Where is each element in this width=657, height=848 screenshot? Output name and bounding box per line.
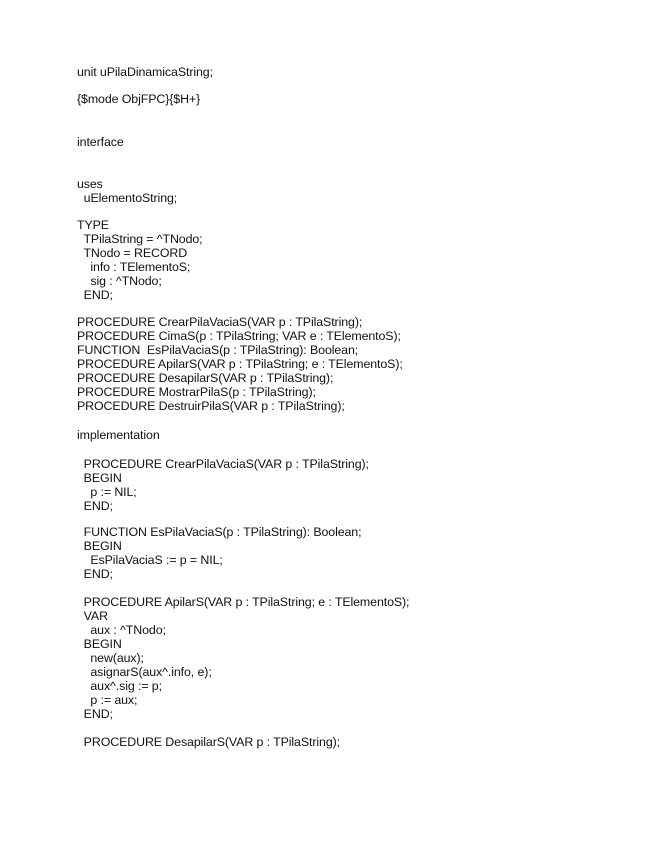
code-line: END; <box>77 499 113 513</box>
code-line: PROCEDURE CimaS(p : TPilaString; VAR e : TElementoS); <box>77 329 401 343</box>
code-line: END; <box>77 288 113 302</box>
code-line: END; <box>77 707 113 721</box>
code-line: unit uPilaDinamicaString; <box>77 65 213 79</box>
code-line: END; <box>77 567 113 581</box>
code-line: PROCEDURE ApilarS(VAR p : TPilaString; e : TElementoS); <box>77 595 410 609</box>
code-line: VAR <box>77 609 108 623</box>
code-line: uElementoString; <box>77 191 178 205</box>
code-line: {$mode ObjFPC}{$H+} <box>77 92 201 106</box>
code-line: aux^.sig := p; <box>77 679 162 693</box>
code-line: PROCEDURE DesapilarS(VAR p : TPilaString); <box>77 735 340 749</box>
code-line: BEGIN <box>77 539 122 553</box>
code-line: p := NIL; <box>77 485 137 499</box>
code-line: implementation <box>77 428 160 442</box>
code-line: PROCEDURE DesapilarS(VAR p : TPilaString); <box>77 371 334 385</box>
code-line: TNodo = RECORD <box>77 246 188 260</box>
code-line: new(aux); <box>77 651 144 665</box>
code-line: PROCEDURE CrearPilaVaciaS(VAR p : TPilaString); <box>77 457 369 471</box>
code-line: asignarS(aux^.info, e); <box>77 665 212 679</box>
code-line: aux : ^TNodo; <box>77 623 166 637</box>
code-line: PROCEDURE DestruirPilaS(VAR p : TPilaString); <box>77 399 345 413</box>
code-line: sig : ^TNodo; <box>77 274 162 288</box>
code-line: p := aux; <box>77 693 138 707</box>
code-line: PROCEDURE CrearPilaVaciaS(VAR p : TPilaString); <box>77 315 363 329</box>
code-line: TYPE <box>77 218 109 232</box>
code-line: EsPilaVaciaS := p = NIL; <box>77 553 223 567</box>
code-line: interface <box>77 135 124 149</box>
code-line: FUNCTION EsPilaVaciaS(p : TPilaString): Boolean; <box>77 525 362 539</box>
code-line: BEGIN <box>77 637 122 651</box>
code-line: BEGIN <box>77 471 122 485</box>
code-line: TPilaString = ^TNodo; <box>77 232 203 246</box>
code-line: info : TElementoS; <box>77 260 191 274</box>
code-line: PROCEDURE MostrarPilaS(p : TPilaString); <box>77 385 316 399</box>
code-line: uses <box>77 177 103 191</box>
code-line: FUNCTION EsPilaVaciaS(p : TPilaString): Boolean; <box>77 343 359 357</box>
code-line: PROCEDURE ApilarS(VAR p : TPilaString; e : TElementoS); <box>77 357 403 371</box>
